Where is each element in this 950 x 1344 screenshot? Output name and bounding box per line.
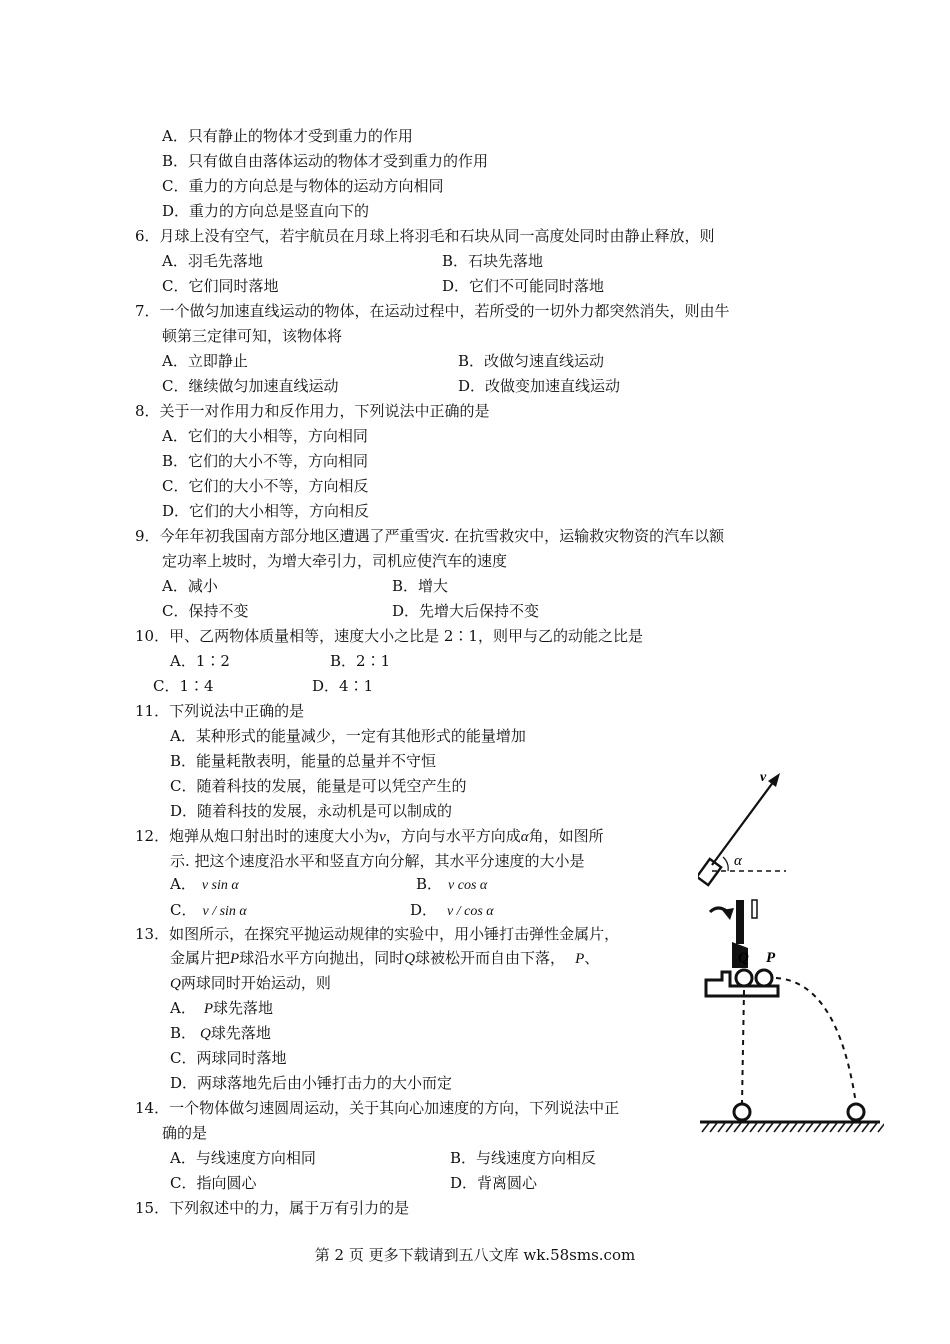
q13-stem-part1: 金属片把	[170, 949, 231, 967]
q13-option-c: C．两球同时落地	[170, 1049, 287, 1067]
q13-p-symbol: P	[230, 951, 240, 967]
ground-hatch-mark	[822, 1123, 829, 1132]
q12-option-b-expr: v cos α	[448, 878, 488, 893]
q9-option-b: B．增大	[392, 577, 449, 595]
q13-option-a-symbol: P	[203, 1001, 214, 1017]
q13-projectile-experiment-figure	[688, 890, 884, 1138]
q5-option-a: A．只有静止的物体才受到重力的作用	[162, 127, 413, 145]
q13-stem-part4: 两球同时开始运动，则	[180, 974, 331, 992]
ground-hatch-mark	[878, 1123, 884, 1132]
velocity-label: v	[760, 770, 767, 785]
ground-hatch-mark	[798, 1123, 805, 1132]
ground-hatch-mark	[702, 1123, 709, 1132]
elastic-metal-tab	[752, 900, 757, 918]
q13-option-a	[170, 998, 273, 1019]
ground-hatch-mark	[758, 1123, 765, 1132]
q14-option-d: D．背离圆心	[450, 1174, 538, 1192]
ground-hatch-mark	[870, 1123, 877, 1132]
fig-label-q: Q	[738, 950, 749, 966]
q12-stem-part2: ，方向与水平方向成	[385, 827, 521, 845]
q12-option-d-expr: v / cos α	[447, 904, 494, 919]
velocity-vector-line	[712, 781, 774, 865]
q10-option-a: A．1∶2	[170, 652, 230, 670]
q9-option-a: A．减小	[162, 577, 218, 595]
q12-option-b	[416, 874, 487, 896]
projectile-path	[776, 978, 856, 1104]
ground-hatch-mark	[710, 1123, 717, 1132]
ball-q-landed	[734, 1104, 750, 1120]
q12-stem-part1: 12．炮弹从炮口射出时的速度大小为	[135, 827, 380, 845]
ground-hatch-mark	[782, 1123, 789, 1132]
q6-option-a: A．羽毛先落地	[162, 252, 263, 270]
ground-hatch-mark	[846, 1123, 853, 1132]
q13-option-b-symbol: Q	[200, 1026, 211, 1042]
q15-stem: 15．下列叙述中的力，属于万有引力的是	[135, 1199, 410, 1217]
ground-hatch-mark	[790, 1123, 797, 1132]
q9-option-d: D．先增大后保持不变	[392, 602, 540, 620]
q12-stem-part3: 角，如图所	[528, 827, 604, 845]
q7-stem-line2: 顿第三定律可知，该物体将	[162, 327, 343, 345]
ball-q-start	[736, 970, 752, 986]
q10-option-c: C．1∶4	[153, 677, 214, 695]
q8-option-a: A．它们的大小相等，方向相同	[162, 427, 368, 445]
ground-hatch-mark	[766, 1123, 773, 1132]
q7-option-b: B．改做匀速直线运动	[458, 352, 605, 370]
q12-v-symbol: v	[379, 829, 386, 845]
q12-alpha-symbol: α	[520, 829, 529, 845]
q11-option-a: A．某种形式的能量减少，一定有其他形式的能量增加	[170, 727, 526, 745]
ball-p-start	[756, 970, 772, 986]
q13-stem-part3: 球被松开而自由下落，	[415, 949, 566, 967]
q13-option-a-text: 球先落地	[213, 999, 274, 1017]
ground-hatch-mark	[806, 1123, 813, 1132]
q12-option-c-expr: v / sin α	[202, 904, 247, 919]
q8-option-b: B．它们的大小不等，方向相同	[162, 452, 369, 470]
q13-option-b-text: 球先落地	[210, 1024, 271, 1042]
ground-hatch-mark	[854, 1123, 861, 1132]
q10-option-d: D．4∶1	[312, 677, 374, 695]
q14-option-b: B．与线速度方向相反	[450, 1149, 597, 1167]
q7-option-a: A．立即静止	[162, 352, 248, 370]
ground-hatch-mark	[774, 1123, 781, 1132]
q5-option-c: C．重力的方向总是与物体的运动方向相同	[162, 177, 444, 195]
ground-hatch-mark	[838, 1123, 845, 1132]
page-footer: 第 2 页 更多下载请到五八文库 wk.58sms.com	[314, 1246, 636, 1264]
q14-option-a: A．与线速度方向相同	[170, 1149, 316, 1167]
q12-option-a-label: A．	[170, 875, 196, 893]
q13-option-a-label: A．	[170, 999, 196, 1017]
q8-stem: 8．关于一对作用力和反作用力，下列说法中正确的是	[135, 402, 490, 420]
q11-option-b: B．能量耗散表明，能量的总量并不守恒	[170, 752, 437, 770]
q12-option-c-label: C．	[170, 901, 197, 919]
q12-option-c	[170, 900, 247, 922]
q13-stem-line2	[170, 948, 599, 969]
q13-p-symbol-2: P	[575, 951, 585, 967]
ground-hatch-mark	[734, 1123, 741, 1132]
q13-option-b	[170, 1023, 271, 1044]
q8-option-c: C．它们的大小不等，方向相反	[162, 477, 369, 495]
q12-velocity-figure	[698, 765, 790, 887]
q13-stem-line1: 13．如图所示，在探究平抛运动规律的实验中，用小锤打击弹性金属片，	[135, 925, 620, 943]
ground-hatch-mark	[750, 1123, 757, 1132]
q14-stem-line2: 确的是	[162, 1124, 208, 1142]
q11-option-d: D．随着科技的发展，永动机是可以制成的	[170, 802, 453, 820]
q12-option-a-expr: v sin α	[201, 878, 239, 893]
q12-option-a	[170, 874, 239, 896]
q10-option-b: B．2∶1	[330, 652, 391, 670]
q12-option-d-label: D．	[410, 901, 438, 919]
q5-option-d: D．重力的方向总是竖直向下的	[162, 202, 370, 220]
q5-option-b: B．只有做自由落体运动的物体才受到重力的作用	[162, 152, 489, 170]
ground-hatch-mark	[830, 1123, 837, 1132]
ground-hatching	[702, 1123, 884, 1132]
q6-option-b: B．石块先落地	[442, 252, 544, 270]
q13-q-symbol-2: Q	[170, 976, 181, 992]
q12-stem-line1	[135, 826, 604, 847]
q12-option-b-label: B．	[416, 875, 443, 893]
hammer-arrowhead	[722, 908, 734, 920]
ground-hatch-mark	[718, 1123, 725, 1132]
q9-option-c: C．保持不变	[162, 602, 249, 620]
q7-option-c: C．继续做匀加速直线运动	[162, 377, 339, 395]
q13-q-symbol: Q	[404, 951, 416, 967]
q9-stem-line2: 定功率上坡时，为增大牵引力，司机应使汽车的速度	[162, 552, 508, 570]
angle-arc	[723, 857, 728, 871]
cannon-muzzle-shape	[698, 859, 721, 885]
q11-stem: 11．下列说法中正确的是	[135, 702, 305, 720]
ground-hatch-mark	[814, 1123, 821, 1132]
q14-option-c: C．指向圆心	[170, 1174, 257, 1192]
angle-label: α	[734, 853, 742, 869]
q9-stem-line1: 9．今年年初我国南方部分地区遭遇了严重雪灾. 在抗雪救灾中，运输救灾物资的汽车以额	[135, 527, 725, 545]
q6-option-c: C．它们同时落地	[162, 277, 279, 295]
q13-option-b-label: B．	[170, 1024, 197, 1042]
ball-p-landed	[848, 1104, 864, 1120]
q6-option-d: D．它们不可能同时落地	[442, 277, 605, 295]
hammer-strip	[736, 900, 744, 944]
q12-stem-line2: 示. 把这个速度沿水平和竖直方向分解，其水平分速度的大小是	[170, 852, 585, 870]
ground-hatch-mark	[742, 1123, 749, 1132]
q13-option-d: D．两球落地先后由小锤打击力的大小而定	[170, 1074, 453, 1092]
q12-option-d	[410, 900, 494, 922]
q7-option-d: D．改做变加速直线运动	[458, 377, 621, 395]
q11-option-c: C．随着科技的发展，能量是可以凭空产生的	[170, 777, 467, 795]
q14-stem-line1: 14．一个物体做匀速圆周运动，关于其向心加速度的方向，下列说法中正	[135, 1099, 620, 1117]
q13-stem-part2: 球沿水平方向抛出，同时	[239, 949, 405, 967]
ground-hatch-mark	[726, 1123, 733, 1132]
q13-stem-sep: 、	[584, 949, 600, 967]
fig-label-p: P	[766, 950, 776, 966]
q6-stem: 6．月球上没有空气，若宇航员在月球上将羽毛和石块从同一高度处同时由静止释放，则	[135, 227, 715, 245]
q13-stem-line3	[170, 973, 331, 994]
ground-hatch-mark	[862, 1123, 869, 1132]
q7-stem-line1: 7．一个做匀加速直线运动的物体，在运动过程中，若所受的一切外力都突然消失，则由牛	[135, 302, 730, 320]
q8-option-d: D．它们的大小相等，方向相反	[162, 502, 370, 520]
free-fall-path	[742, 990, 744, 1104]
q10-stem: 10．甲、乙两物体质量相等，速度大小之比是 2∶1，则甲与乙的动能之比是	[135, 627, 643, 645]
